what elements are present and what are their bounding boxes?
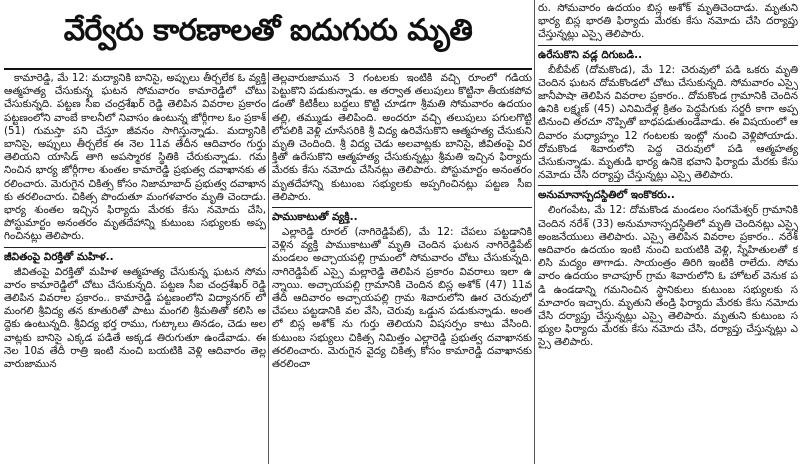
column-3 — [538, 2, 798, 464]
paragraph: రు. సోమవారం ఉదయం బిస్ల అశోక్ మృతిచెందాడు. మృతుని భార్య బిస్ల భారతి ఫిర్యాదు మేరకు కేసు నమోదు చేసి దర్యాప్తు చేస్తున్నట్లు ఎస్సై తెలిపారు. — [538, 2, 798, 41]
subheading: ఉరేసుకొని వడ్ల దిగుబడి.. — [538, 45, 798, 62]
paragraph: లింగంపేట, మే 12: దోమకొండ మండలం సంగమేశ్వర్ గ్రామానికి చెందిన నరేశ్ (33) అనుమానాస్పదస్థితిలో మృతి చెందినట్లు ఎస్సై అంజనేయులు తెలిపారు. ఎస్సై తెలిపిన వివరాల ప్రకారం.. నరేశ్ ఆదివారం ఉదయం ఇంటి నుంచి బయటికి వెళ్లి, స్నేహితులతో కలిసి మద్యం తాగాడు. సాయంత్రం తిరిగి ఇంటికి రాలేదు. సోమవారం ఉదయం కాచాపూర్ గ్రామ శివారులోని ఓ హోటల్ వెనుక పడి ఉండడాన్ని గమనించిన స్థానికులు కుటుంబ సభ్యులకు సమాచారం ఇచ్చారు. మృతుని తండ్రి ఫిర్యాదు మేరకు కేసు నమోదు చేసి దర్యాప్తు చేస్తున్నట్లు ఎస్సై తెలిపారు. మృతుని కుటుంబ సభ్యుల ఫిర్యాదు మేరకు కేసు నమోదు చేసి, దర్యాప్తు చేస్తున్నట్లు ఎస్సై తెలిపారు. — [538, 204, 798, 349]
column-divider — [268, 72, 269, 464]
column-divider — [534, 0, 535, 464]
paragraph: జీవితంపై విరక్తితో మహిళ ఆత్మహత్య చేసుకున్న ఘటన సోమవారం కామారెడ్డిలో చోటు చేసుకున్నది. పట్టణ సీఐ చంద్రశేఖర్ రెడ్డి తెలిపిన వివరాల ప్రకారం.. కామారెడ్డి పట్టణంలోని విద్యానగర్ లో మంగలి శ్రీవిద్య తన కూతురితో పాటు మంగలి శ్రీమతితో కలిసి అద్దెకు ఉంటున్నది. శ్రీవిద్య భర్త రాము, గుట్కాలు తినడం, చెడు అలవాట్లకు బానిసై ఎక్కడ పడితే అక్కడ తిరుగుతూ ఉండేవాడు. ఈ నెల 10వ తేదీ రాత్రి ఇంటి నుంచి బయటికి వెళ్లి ఆదివారం తెల్లవారుజామున — [4, 265, 266, 371]
paragraph: కామారెడ్డి, మే 12: మద్యానికి బానిసై, అప్పులు తీర్చలేక ఓ వ్యక్తి ఆత్మహత్య చేసుకున్న ఘటన సోమవారం కామారెడ్డిలో చోటు చేసుకున్నది. పట్టణ సీఐ చంద్రశేఖర్ రెడ్డి తెలిపిన వివరాల ప్రకారం పట్టణంలోని వాంబే కాలనీలో నివాసం ఉంటున్న జోర్గీగాల ఓం ప్రకాశ్ (51) గుమస్తా పని చేస్తూ జీవనం సాగిస్తున్నాడు. మద్యానికి బానిసై, అప్పులు తీర్చలేక ఈ నెల 11వ తేదీన ఆదివారం గుర్తు తెలియని యాసిడ్ తాగి అపస్మారక స్థితికి చేరుకున్నాడు. గమనించిన భార్య జోర్గీగాల శుంతల కామారెడ్డి ప్రభుత్వ దవాఖానకు తరలించారు. మెరుగైన చికిత్స కోసం నిజామాబాద్ ప్రభుత్వ దవాఖానకు తరలించారు. చికిత్స పొందుతూ మంగళవారం మృతి చెందాడు. భార్య శుంతల ఇచ్చిన ఫిర్యాదు మేరకు కేసు నమోదు చేసి, పోస్టుమార్టం అనంతరం మృతదేహాన్ని కుటుంబ సభ్యులకు అప్పగించినట్లు తెలిపారు. — [4, 72, 266, 243]
paragraph: బీబీపేట్ (దోమకొండ), మే 12: చెరువులో పడి ఒకరు మృతి చెందిన ఘటన దోమకొండలో చోటు చేసుకున్నది. సోమవారం ఎస్సై జానీపాషా తెలిపిన వివరాల ప్రకారం.. దోమకొండ గ్రామానికి చెందిన ఉనికి లక్ష్మణ్ (45) ఎనిమిదేళ్ల క్రితం పెద్దపేగుకు సర్జరీ కాగా అప్పటినుంచి తరచూ నొప్పితో బాధపడుతుండేవాడు. ఈ విషయంలో ఆదివారం మధ్యాహ్నం 12 గంటలకు ఇంట్లో నుంచి వెళ్లిపోయాడు. దోమకొండ శివారులోని పెద్ద చెరువులో పడి ఆత్మహత్య చేసుకున్నాడు. మృతుడి భార్య ఉనికె భవాని ఫిర్యాదు మేరకు కేసు నమోదు చేసి దర్యాప్తు చేస్తున్నట్లు ఎస్సై తెలిపారు. — [538, 63, 798, 182]
subheading: జీవితంపై విరక్తితో మహిళ.. — [4, 247, 266, 264]
column-1 — [4, 72, 266, 464]
subheading: పాముకాటుతో వ్యక్తి.. — [272, 207, 532, 224]
paragraph: ఎల్లారెడ్డి రూరల్ (నాగిరెడ్డిపేట్), మే 12: చేపలు పట్టడానికి వెళ్లిన వ్యక్తి పాముకాటుతో మృతి చెందిన ఘటన నాగిరెడ్డిపేట్ మండలం అచ్చాయపల్లి గ్రామంలో సోమవారం చోటు చేసుకున్నది. నాగిరెడ్డిపేట్ ఎస్సై మల్లారెడ్డి తెలిపిన ప్రకారం వివరాలు ఇలా ఉన్నాయి. అచ్చాయపల్లి గ్రామానికి చెందిన బిస్ల అశోక్ (47) 11వ తేదీ ఆదివారం అచ్చాయపల్లి గ్రామ శివారులోని ఊర చెరువులో చేపలు పట్టడానికి వల వేసి, చెరువు ఒడ్డున పడుకున్నాడు. అంతలో బిస్ల అశోక్ ను గుర్తు తెలియని విషసర్పం కాటు వేసింది. కుటుంబ సభ్యులు చికిత్స నిమిత్తం ఎల్లారెడ్డి ప్రభుత్వ దవాఖానకు తరలించారు. మెరుగైన వైద్య చికిత్స కోసం కామారెడ్డి దవాఖానకు తరలించా — [272, 226, 532, 371]
article-headline — [4, 0, 532, 70]
subheading: అనుమానాస్పదస్థితిలో ఇంకొకరు.. — [538, 185, 798, 202]
column-2 — [272, 72, 532, 464]
paragraph: తెల్లవారుజామున 3 గంటలకు ఇంటికి వచ్చి రూంలో గడియ పెట్టుకొని పడుకున్నాడు. ఆ తర్వాత తలుపులు కొట్టినా తీయకపోవడంతో కిటికీలు బద్దలు కొట్టి చూడగా శ్రీమతి సోమవారం ఉదయం తల్లి, తమ్ముడు తెలిపింది. అందరూ వచ్చి తలుపులు పగులగొట్టి లోపలికి వెళ్లి చూసేసరికి శ్రీ విద్య ఉరివేసుకొని ఆత్మహత్య చేసుకుని మృతి చెందింది. శ్రీ విద్య చెడు అలవాట్లకు బానిసై, జీవితంపై విరక్తితో ఉరేసుకొని ఆత్మహత్య చేసుకున్నట్లు శ్రీమతి ఇచ్చిన ఫిర్యాదు మేరకు కేసు నమోదు చేసినట్లు తెలిపారు. పోస్టుమార్టం అనంతరం మృతదేహాన్ని కుటుంబ సభ్యులకు అప్పగించినట్లు పట్టణ సీఐ తెలిపారు. — [272, 72, 532, 203]
headline-text: వేర్వేరు కారణాలతో ఐదుగురు మృతి — [63, 13, 473, 48]
